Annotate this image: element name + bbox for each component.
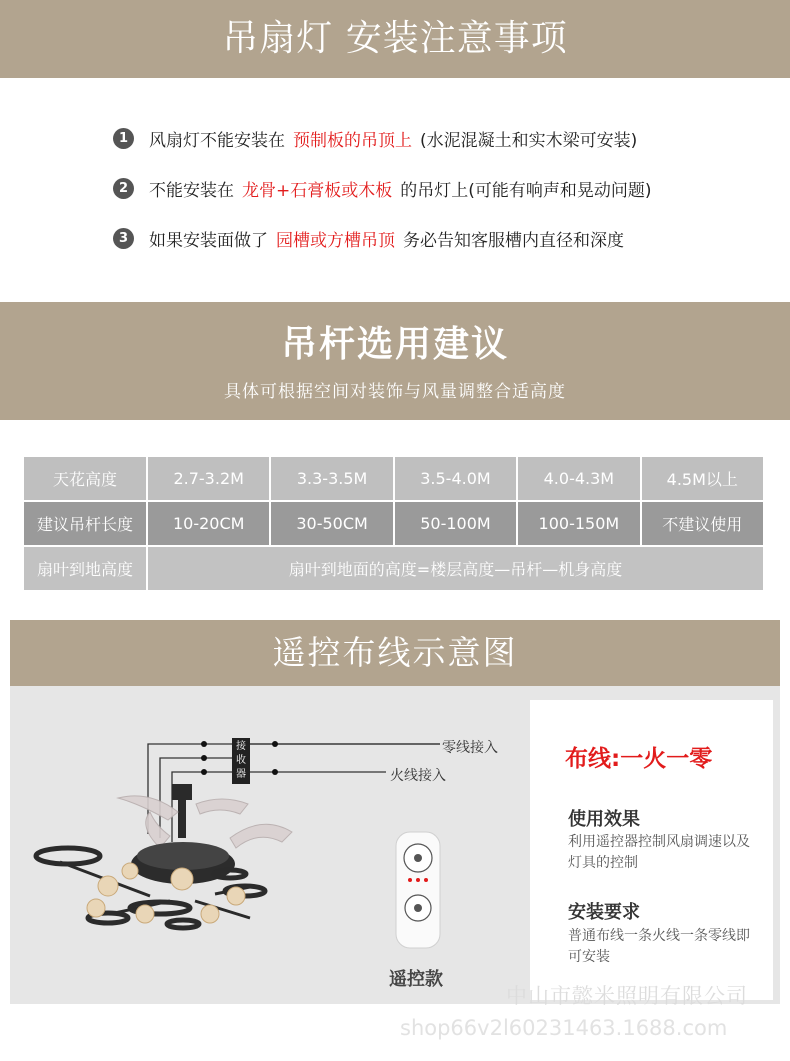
- table-header-cell: 建议吊杆长度: [23, 501, 147, 546]
- note-highlight: 龙骨+石膏板或木板: [242, 180, 393, 201]
- note-item: [113, 226, 652, 250]
- install-text: 普通布线一条火线一条零线即可安装: [568, 928, 750, 965]
- table-row: [23, 501, 764, 546]
- effect-text: 利用遥控器控制风扇调速以及灯具的控制: [568, 834, 750, 871]
- table-cell: 扇叶到地面的高度=楼层高度—吊杆—机身高度: [147, 546, 764, 591]
- table-cell: 3.3-3.5M: [270, 456, 393, 501]
- receiver-box: 接收器: [232, 738, 250, 784]
- note-item: [113, 176, 652, 200]
- table-header-cell: 天花高度: [23, 456, 147, 501]
- note-text: 务必告知客服槽内直径和深度: [403, 230, 624, 251]
- remote-wiring-title: 遥控布线示意图: [10, 620, 780, 686]
- table-cell: 4.0-4.3M: [517, 456, 640, 501]
- live-wire-label: 火线接入: [390, 768, 446, 784]
- table-cell: 30-50CM: [270, 501, 393, 546]
- rod-advice-banner: [0, 302, 790, 420]
- fan-lamp-illustration: [0, 686, 530, 1004]
- note-highlight: 园槽或方槽吊顶: [276, 230, 395, 251]
- note-item: [113, 126, 652, 150]
- table-cell: 10-20CM: [147, 501, 270, 546]
- number-one-icon: 1: [113, 128, 134, 149]
- note-text: 风扇灯不能安装在: [149, 130, 285, 151]
- number-two-icon: 2: [113, 178, 134, 199]
- install-notes-title: 吊扇灯 安装注意事项: [222, 18, 568, 59]
- wiring-title: 布线:一火一零: [565, 746, 713, 772]
- rod-advice-subtitle: 具体可根据空间对装饰与风量调整合适高度: [224, 382, 566, 402]
- table-row: [23, 546, 764, 591]
- table-cell: 2.7-3.2M: [147, 456, 270, 501]
- table-cell: 50-100M: [394, 501, 517, 546]
- note-text: 的吊灯上(可能有响声和晃动问题): [400, 180, 652, 201]
- install-notes-banner: [0, 0, 790, 78]
- rod-length-table: [22, 455, 765, 592]
- remote-label: 遥控款: [389, 969, 443, 990]
- rod-advice-title: 吊杆选用建议: [280, 324, 509, 365]
- install-notes-list: [113, 126, 652, 276]
- table-header-cell: 扇叶到地高度: [23, 546, 147, 591]
- note-text: 如果安装面做了: [149, 230, 268, 251]
- table-row: [23, 456, 764, 501]
- note-text: 不能安装在: [149, 180, 234, 201]
- table-cell: 100-150M: [517, 501, 640, 546]
- neutral-wire-label: 零线接入: [442, 740, 498, 756]
- company-watermark: 中山市懿米照明有限公司: [506, 984, 748, 1008]
- number-three-icon: 3: [113, 228, 134, 249]
- install-title: 安装要求: [568, 902, 640, 923]
- table-cell: 4.5M以上: [641, 456, 764, 501]
- effect-title: 使用效果: [568, 809, 640, 830]
- url-watermark: shop66v2l60231463.1688.com: [400, 1016, 728, 1040]
- table-cell: 3.5-4.0M: [394, 456, 517, 501]
- note-highlight: 预制板的吊顶上: [293, 130, 412, 151]
- note-text: (水泥混凝土和实木梁可安装): [420, 130, 638, 151]
- table-cell: 不建议使用: [641, 501, 764, 546]
